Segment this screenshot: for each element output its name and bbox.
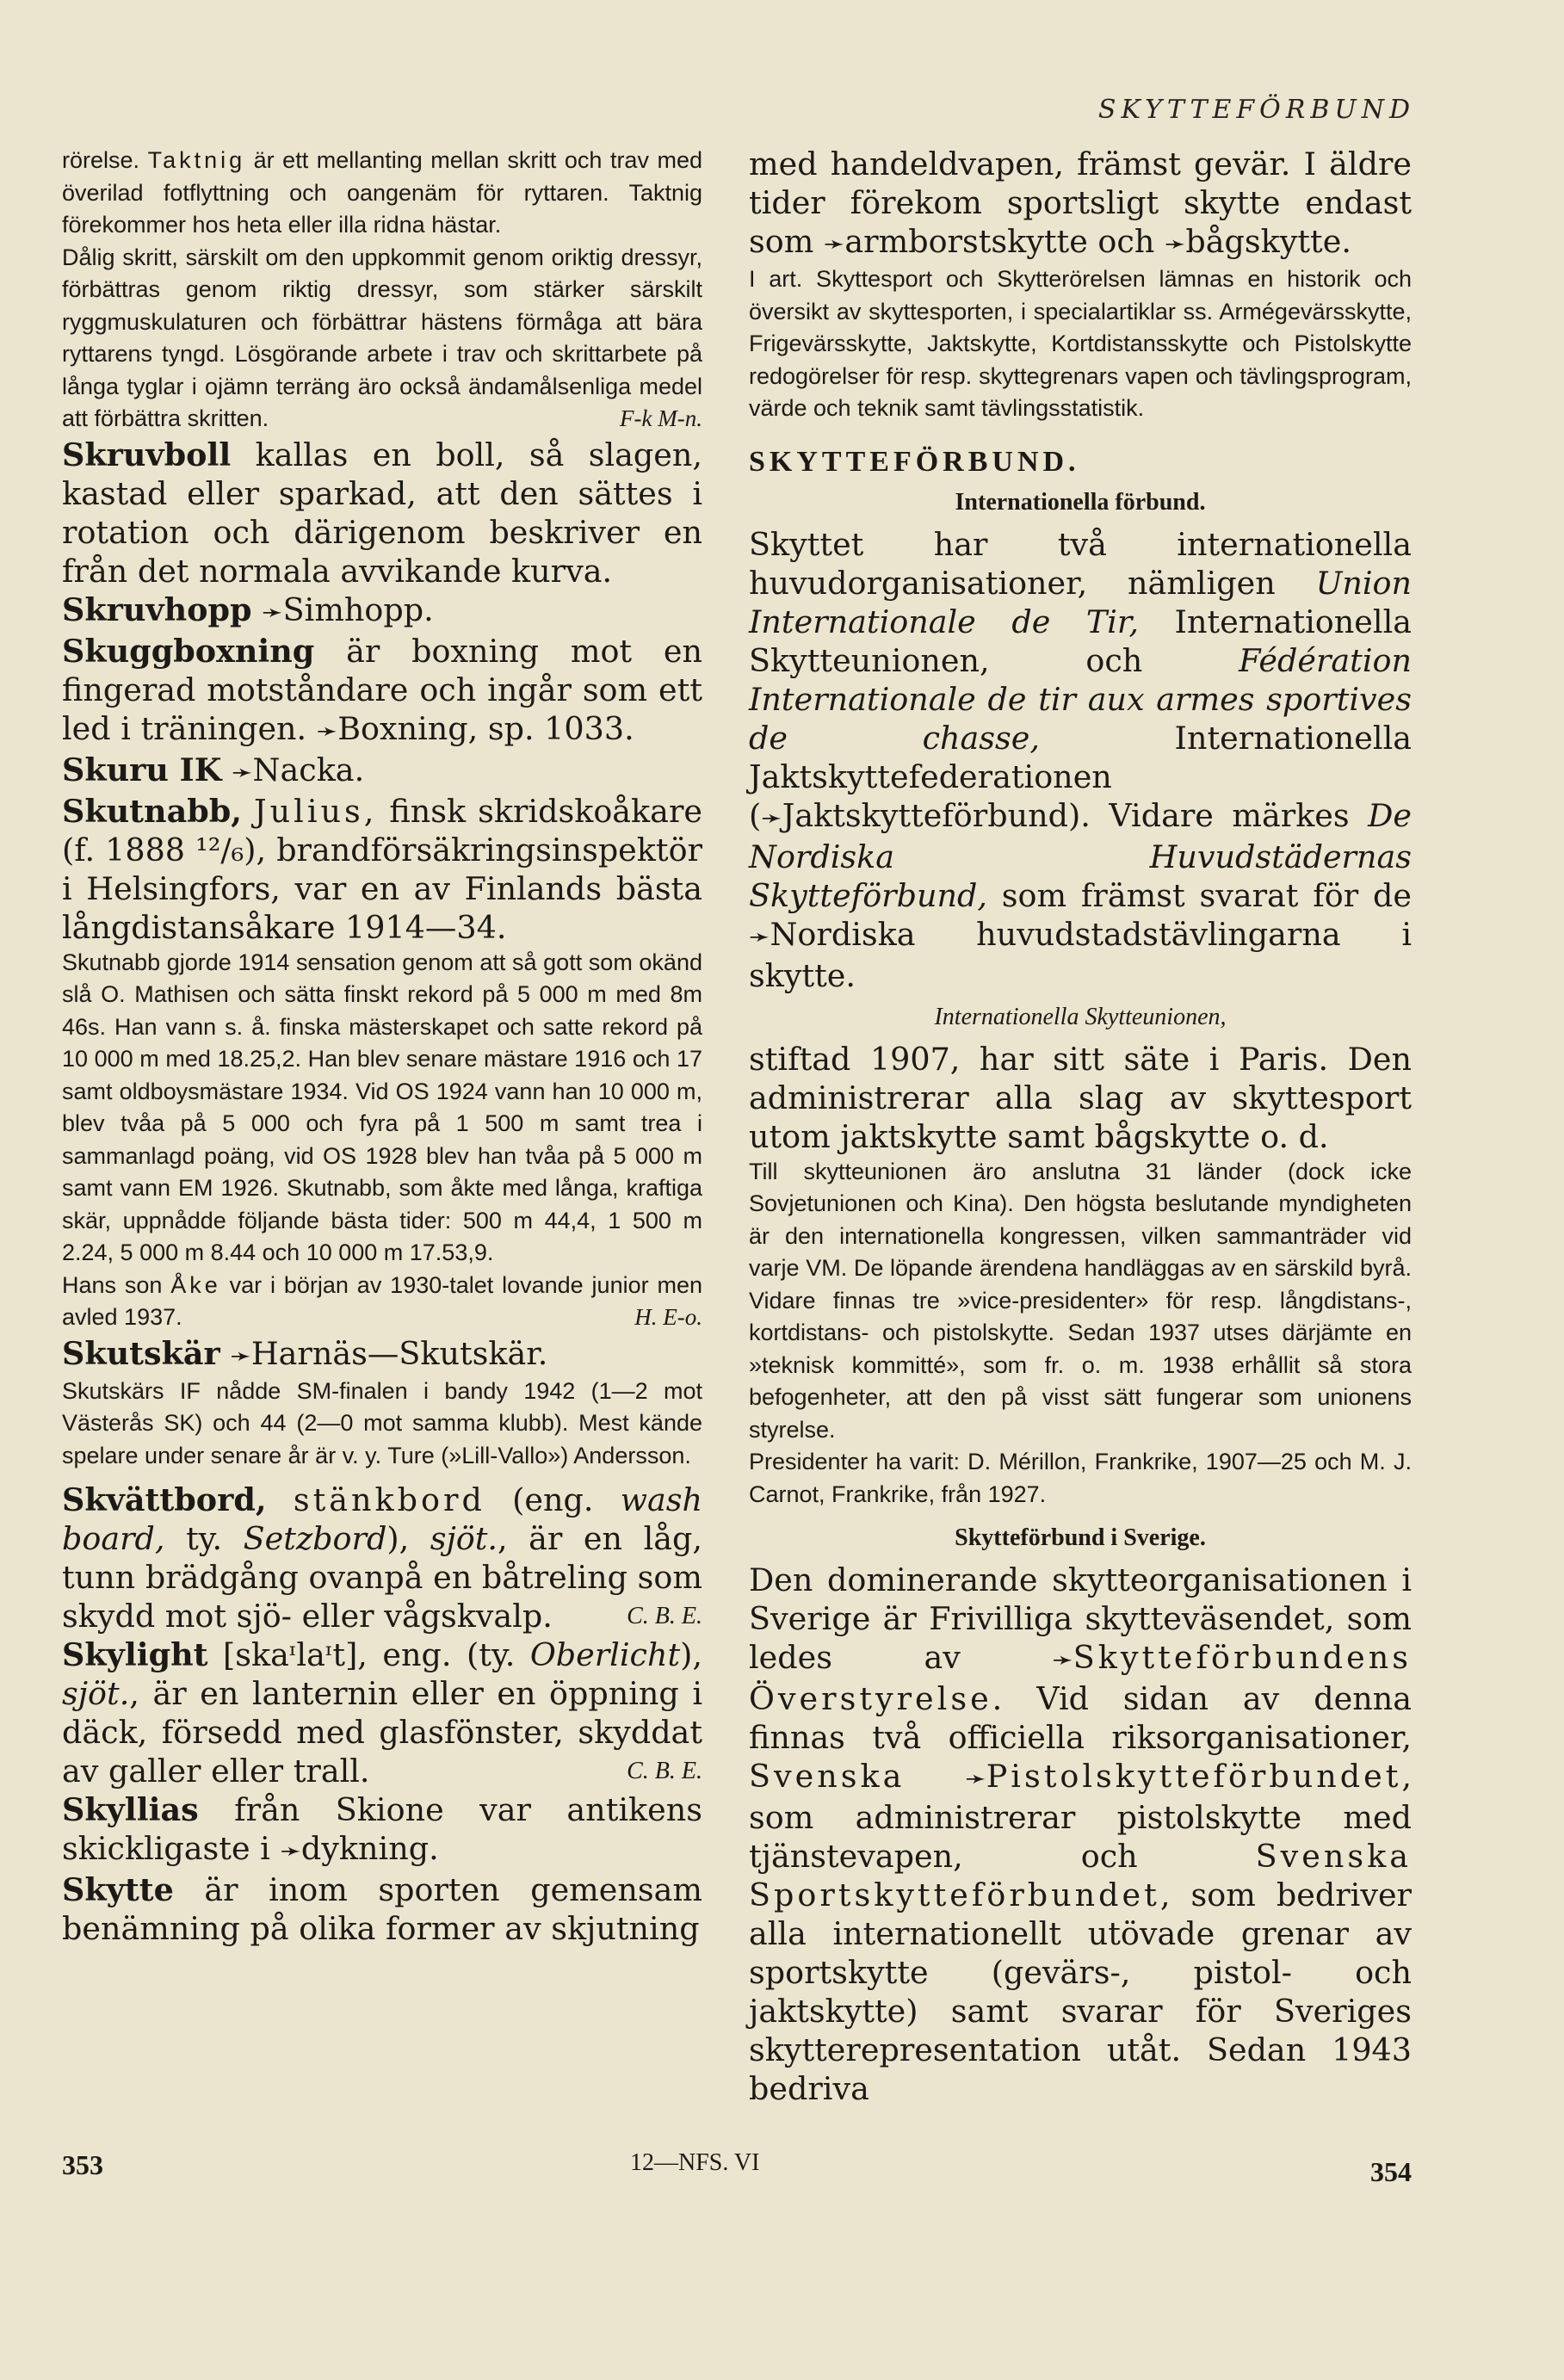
cross-reference-arrow-icon: ➛ — [1052, 1645, 1073, 1674]
entry-skvattbord: Skvättbord, stänkbord (eng. wash board, ty. Setzbord), sjöt., är en låg, tunn brädgång ovanpå en båtreling som skydd mot sjö- eller vågskvalp. C. B. E. — [62, 1481, 702, 1635]
paragraph-skutnabb-son: Hans son Åke var i början av 1930-talet lovande junior men avled 1937. H. E-o. — [62, 1270, 702, 1334]
cross-reference-arrow-icon: ➛ — [316, 715, 338, 745]
signature: C. B. E. — [627, 1603, 702, 1629]
cross-reference-arrow-icon: ➛ — [232, 757, 253, 787]
cross-reference-arrow-icon: ➛ — [749, 921, 770, 951]
left-column — [62, 145, 702, 1948]
paragraph-dalig-skritt: Dålig skritt, särskilt om den uppkommit genom oriktig dressyr, förbättras genom riktig dressyr, som stärker särskilt ryggmuskulaturen och förbättrar hästens förmåga att bära ryttarens tyngd. Lösgörande arbete i trav och skrittarbete på långa tyglar i ojämn terräng äro också ändamålsenliga medel att förbättra skritten. F-k M-n. — [62, 242, 702, 436]
section-heading-skyttefoerbund: SKYTTEFÖRBUND. — [749, 445, 1080, 478]
cross-reference-arrow-icon: ➛ — [230, 1340, 251, 1370]
cross-reference-arrow-icon: ➛ — [262, 597, 283, 627]
cross-reference-arrow-icon: ➛ — [965, 1764, 986, 1793]
entry-skruvboll: Skruvboll kallas en boll, så slagen, kastad eller sparkad, att den sättes i rotation och därigenom beskriver en från det normala avvikande kurva. — [62, 436, 702, 590]
cross-reference-arrow-icon: ➛ — [1164, 229, 1186, 258]
paragraph-international-orgs: Skyttet har två internationella huvudorganisationer, nämligen Union Internationale de Tir, Internationella Skytteunionen, och Fédération Internationale de tir aux armes sportives de chasse, Internationella Jaktskyttefederationen (➛Jaktskytteförbund). Vidare märkes De Nordiska Huvudstädernas Skytteförbund, som främst svarat för de ➛Nordiska huvudstadstävlingarna i skytte. — [749, 525, 1412, 994]
paragraph-skutnabb-career: Skutnabb gjorde 1914 sensation genom att så gott som okänd slå O. Mathisen och sätta finskt rekord på 5 000 m med 8m 46s. Han vann s. å. finska mästerskapet och satte rekord på 10 000 m med 18.25,2. Han blev senare mästare 1916 och 17 samt oldboysmästare 1934. Vid OS 1924 vann han 10 000 m, blev tvåa på 5 000 och fyra på 1 500 m samt trea i sammanlagd poäng, vid OS 1928 blev han tvåa på 5 000 m samt vann EM 1926. Skutnabb, som åkte med långa, kraftiga skär, uppnådde följande bästa tider: 500 m 44,4, 1 500 m 2.24, 5 000 m 8.44 och 10 000 m 17.53,9. — [62, 949, 702, 1265]
entry-skuggboxning: Skuggboxning är boxning mot en fingerad motståndare och ingår som ett led i träningen. ➛Boxning, sp. 1033. — [62, 632, 702, 747]
paragraph-taktnig: rörelse. Taktnig är ett mellanting mellan skritt och trav med överilad fotflyttning och oangenäm för ryttaren. Taktnig förekommer hos heta eller illa ridna hästar. — [62, 147, 702, 238]
entry-skuru: Skuru IK ➛Nacka. — [62, 751, 365, 788]
paragraph-skytte-continued: med handeldvapen, främst gevär. I äldre tider förekom sportsligt skytte endast som ➛armborstskytte och ➛bågskytte. — [749, 145, 1412, 260]
subheading-internationella-forbund: Internationella förbund. — [955, 488, 1206, 516]
paragraph-skytte-articles: I art. Skyttesport och Skytterörelsen lämnas en historik och översikt av skyttesporten, i specialartiklar ss. Armégevärsskytte, Frigevärsskytte, Jaktskytte, Kortdistansskytte och Pistolskytte redogörelser för resp. skyttegrenars vapen och tävlingsprogram, värde och teknik samt tävlingsstatistik. — [749, 266, 1412, 421]
signature: C. B. E. — [627, 1758, 702, 1784]
signature: H. E-o. — [634, 1304, 702, 1330]
page-footer — [62, 2149, 1412, 2191]
cross-reference-arrow-icon: ➛ — [823, 229, 845, 258]
paragraph-skytteunionen-members: Till skytteunionen äro anslutna 31 länder (dock icke Sovjetunionen och Kina). Den högsta beslutande myndigheten är den internationella kongressen, vilken sammanträder vid varje VM. De löpande ärendena handläggas av en särskild byrå. Vidare finnas tre »vice-presidenter» för resp. långdistans-, kortdistans- och pistolskytte. Sedan 1937 utses därjämte en »teknisk kommitté», som fr. o. m. 1938 erhållit så stora befogenheter, att den på visst sätt fungerar som unionens styrelse. — [749, 1158, 1412, 1443]
signature: F-k M-n. — [620, 405, 702, 431]
cross-reference-arrow-icon: ➛ — [761, 802, 782, 832]
entry-skutskar: Skutskär ➛Harnäs—Skutskär. — [62, 1334, 548, 1372]
page-number-left: 353 — [62, 2149, 103, 2180]
paragraph-sverige-orgs: Den dominerande skytteorganisationen i Sverige är Frivilliga skytteväsendet, som ledes av ➛Skytteförbundens Överstyrelse. Vid sidan av denna finnas två officiella riksorganisationer, Svenska ➛Pistolskytteförbundet, som administrerar pistolskytte med tjänstevapen, och Svenska Sportskytteförbundet, som bedriver alla internationellt utövade grenar av sportskytte (gevärs-, pistol- och jaktskytte) samt svarar för Sveriges skytterepresentation utåt. Sedan 1943 bedriva — [749, 1561, 1412, 2107]
subheading-skytteunionen: Internationella Skytteunionen, — [934, 1003, 1227, 1030]
paragraph-skutskar-if: Skutskärs IF nådde SM-finalen i bandy 1942 (1—2 mot Västerås SK) och 44 (2—0 mot samma klubb). Mest kände spelare under senare år är v. y. Ture (»Lill-Vallo») Andersson. — [62, 1377, 702, 1468]
entry-skyllias: Skyllias från Skione var antikens skickligaste i ➛dykning. — [62, 1791, 702, 1867]
entry-skylight: Skylight [skaᶦlaᶦt], eng. (ty. Oberlicht), sjöt., är en lanternin eller en öppning i däck, försedd med glasfönster, skyddat av galler eller trall. C. B. E. — [62, 1636, 702, 1790]
signature-mark: 12—NFS. VI — [630, 2149, 760, 2176]
running-head: SKYTTEFÖRBUND — [1097, 95, 1415, 125]
entry-skutnabb: Skutnabb, Julius, finsk skridskoåkare (f. 1888 ¹²/₆), brandförsäkringsinspektör i Helsingfors, var en av Finlands bästa långdistansåkare 1914—34. — [62, 792, 702, 946]
cross-reference-arrow-icon: ➛ — [280, 1836, 301, 1865]
entry-skytte: Skytte är inom sporten gemensam benämning på olika former av skjutning — [62, 1871, 702, 1947]
paragraph-presidents: Presidenter ha varit: D. Mérillon, Frankrike, 1907—25 och M. J. Carnot, Frankrike, från 1927. — [749, 1449, 1412, 1507]
subheading-skytteforbund-sverige: Skytteförbund i Sverige. — [955, 1524, 1206, 1551]
page-number-right: 354 — [1370, 2156, 1412, 2187]
entry-skruvhopp: Skruvhopp ➛Simhopp. — [62, 590, 434, 628]
paragraph-skytteunionen-founded: stiftad 1907, har sitt säte i Paris. Den administrerar alla slag av skyttesport utom jaktskytte samt bågskytte o. d. — [749, 1040, 1412, 1155]
right-column — [749, 145, 1412, 2108]
